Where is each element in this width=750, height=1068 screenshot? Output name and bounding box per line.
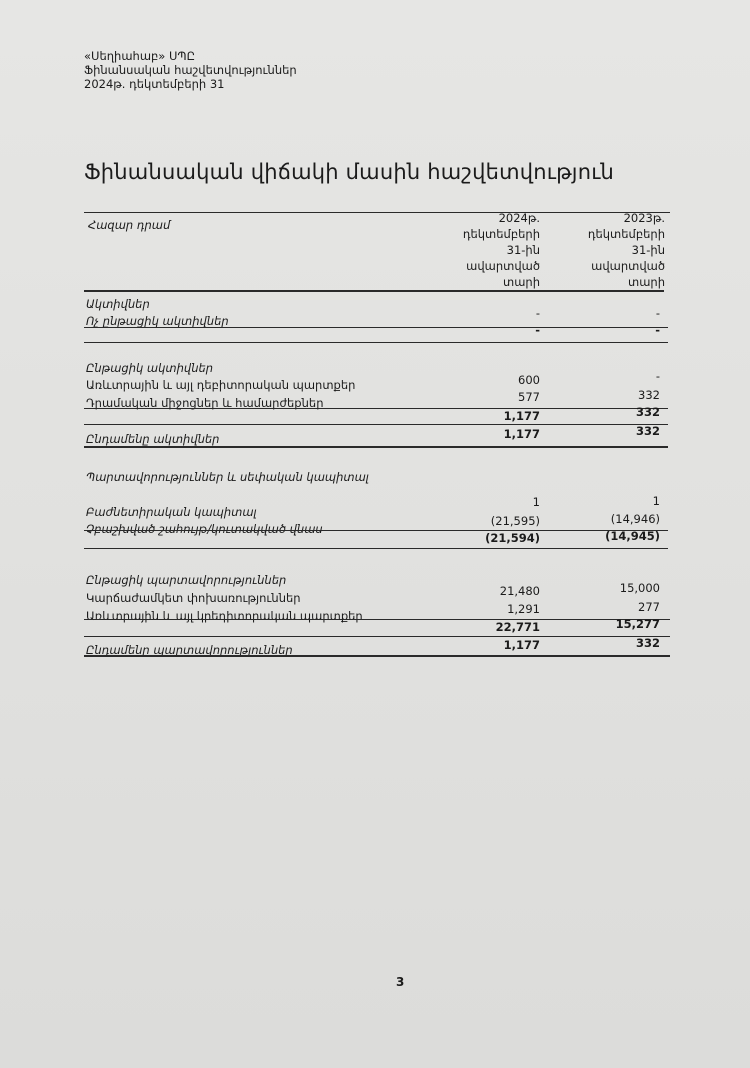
current-assets-total-2023: 332 xyxy=(635,405,660,419)
noncurrent-total-2024: - xyxy=(535,323,540,337)
receivables-2023: - xyxy=(655,369,660,383)
report-header xyxy=(84,49,297,91)
current-liabilities-total-2024: 22,771 xyxy=(495,620,540,634)
total-assets-2023: 332 xyxy=(635,424,660,438)
share-capital-2023: 1 xyxy=(652,494,660,508)
total-liabilities-2024: 1,177 xyxy=(503,638,540,652)
report-date: 2024թ. դեկտեմբերի 31 xyxy=(84,77,225,91)
rule xyxy=(84,548,668,549)
assets-heading: Ակտիվներ xyxy=(86,297,150,311)
equity-total-2023: (14,945) xyxy=(605,529,660,543)
liabilities-equity-heading: Պարտավորություններ և սեփական կապիտալ xyxy=(86,470,369,484)
current-liabilities-total-2023: 15,277 xyxy=(615,617,660,631)
equity-total-2024: (21,594) xyxy=(485,531,540,545)
cash-label: Դրամական միջոցներ և համարժեքներ xyxy=(86,396,324,410)
payables-2023: 277 xyxy=(638,600,660,614)
current-liabilities-heading: Ընթացիկ պարտավորություններ xyxy=(86,573,287,587)
header-bottom-rule xyxy=(84,290,664,292)
noncurrent-assets-2023: - xyxy=(655,306,660,320)
noncurrent-assets-label: Ոչ ընթացիկ ակտիվներ xyxy=(86,314,229,328)
current-assets-heading: Ընթացիկ ակտիվներ xyxy=(86,361,214,375)
retained-earnings-2024: (21,595) xyxy=(490,514,540,528)
rule xyxy=(84,342,668,343)
receivables-label: Առևտրային և այլ դեբիտորական պարտքեր xyxy=(86,378,356,392)
column-header-2024: 2024թ. դեկտեմբերի 31-ին ավարտված տարի xyxy=(462,211,540,289)
retained-earnings-2023: (14,946) xyxy=(610,512,660,526)
short-term-loans-2023: 15,000 xyxy=(619,581,660,595)
noncurrent-total-2023: - xyxy=(655,323,660,337)
total-liabilities-label: Ընդամենը պարտավորություններ xyxy=(86,643,293,657)
page-title: Ֆինանսական վիճակի մասին հաշվետվություն xyxy=(84,160,615,184)
table-bottom-rule xyxy=(84,655,670,657)
company-name: «Սեղիահաբ» ՍՊԸ xyxy=(84,49,196,63)
document-type: Ֆինանսական հաշվետվություններ xyxy=(84,63,297,77)
total-assets-2024: 1,177 xyxy=(503,427,540,441)
column-header-2023: 2023թ. դեկտեմբերի 31-ին ավարտված տարի xyxy=(587,211,665,289)
total-assets-label: Ընդամենը ակտիվներ xyxy=(86,432,220,446)
receivables-2024: 600 xyxy=(518,373,540,387)
total-liabilities-2023: 332 xyxy=(635,636,660,650)
cash-2023: 332 xyxy=(638,388,660,402)
payables-label: Առևտրային և այլ կրեդիտորական պարտքեր xyxy=(86,609,363,623)
page-number: 3 xyxy=(396,975,405,989)
current-assets-total-2024: 1,177 xyxy=(503,409,540,423)
cash-2024: 577 xyxy=(518,390,540,404)
short-term-loans-label: Կարճաժամկետ փոխառություններ xyxy=(86,591,301,605)
rule xyxy=(84,446,668,448)
payables-2024: 1,291 xyxy=(507,602,540,616)
share-capital-2024: 1 xyxy=(532,495,540,509)
share-capital-label: Բաժնետիրական կապիտալ xyxy=(86,505,257,519)
short-term-loans-2024: 21,480 xyxy=(499,584,540,598)
retained-earnings-label: Չբաշխված շահույթ/կուտակված վնաս xyxy=(86,522,323,536)
noncurrent-assets-2024: - xyxy=(535,306,540,320)
unit-label: Հազար դրամ xyxy=(88,218,171,232)
